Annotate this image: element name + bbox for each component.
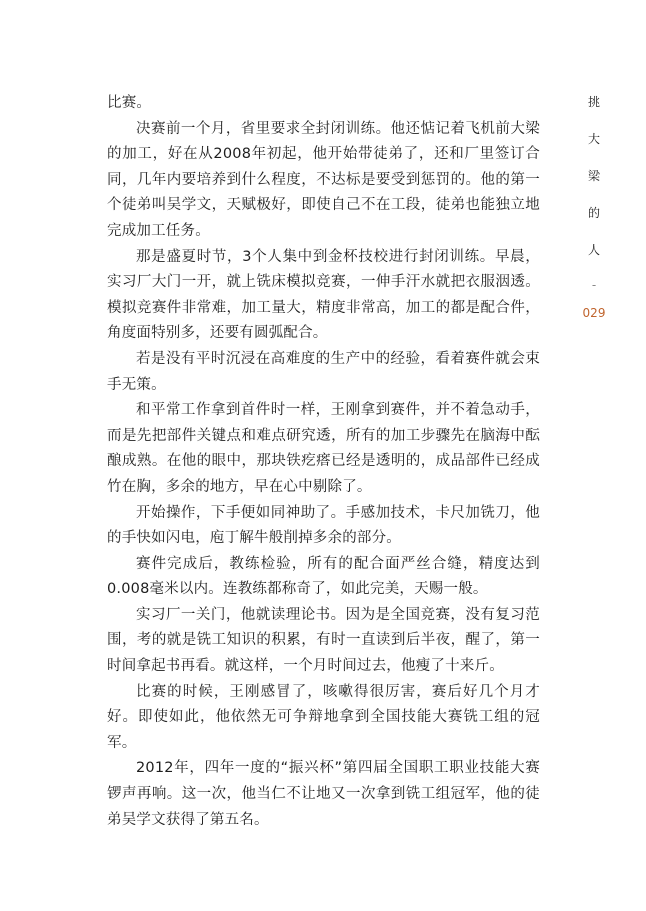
paragraph: 赛件完成后，教练检验，所有的配合面严丝合缝，精度达到0.008毫米以内。连教练都称奇了，如此完美，天赐一般。 [107,555,540,598]
paragraph: 实习厂一关门，他就读理论书。因为是全国竞赛，没有复习范围，考的就是铣工知识的积累，有时一直读到后半夜，醒了，第一时间拿起书再看。就这样，一个月时间过去，他瘦了十来斤。 [107,606,540,675]
page-number: 029 [582,306,606,320]
paragraph: 比赛的时候，王刚感冒了，咳嗽得很厉害，赛后好几个月才好。即使如此，他依然无可争辩地拿到全国技能大赛铣工组的冠军。 [107,683,540,751]
paragraph: 和平常工作拿到首件时一样，王刚拿到赛件，并不着急动手，而是先把部件关键点和难点研究透，所有的加工步骤先在脑海中酝酿成熟。在他的眼中，那块铁疙瘩已经是透明的，成品部件已经成竹在胸，多余的地方，早在心中剔除了。 [107,402,540,495]
paragraph: 开始操作，下手便如同神助了。手感加技术，卡尺加铣刀，他的手快如闪电，庖丁解牛般削掉多余的部分。 [107,504,540,547]
running-header [580,94,608,320]
paragraph: 若是没有平时沉浸在高难度的生产中的经验，看着赛件就会束手无策。 [107,350,540,393]
title-char: 梁 [587,169,600,183]
body-text [107,91,540,833]
title-char: 大 [587,132,600,146]
title-char: 挑 [587,95,600,109]
title-char: 人 [587,243,600,257]
paragraph: 那是盛夏时节，3个人集中到金杯技校进行封闭训练。早晨，实习厂大门一开，就上铣床模拟竞赛，一伸手汗水就把衣服洇透。模拟竞赛件非常难，加工量大，精度非常高，加工的都是配合件，角度面特别多，还要有圆弧配合。 [107,248,540,342]
title-char: 的 [587,206,600,220]
paragraph: 比赛。 [107,95,152,111]
chapter-title-vertical [580,94,608,279]
header-separator: - [591,278,597,292]
paragraph: 决赛前一个月，省里要求全封闭训练。他还惦记着飞机前大梁的加工，好在从2008年初起，他开始带徒弟了，还和厂里签订合同，几年内要培养到什么程度，不达标是要受到惩罚的。他的第一个徒弟叫吴学文，天赋极好，即使自己不在工段，徒弟也能独立地完成加工任务。 [107,120,540,239]
paragraph: 2012年，四年一度的“振兴杯”第四届全国职工职业技能大赛锣声再响。这一次，他当仁不让地又一次拿到铣工组冠军，他的徒弟吴学文获得了第五名。 [107,760,540,828]
